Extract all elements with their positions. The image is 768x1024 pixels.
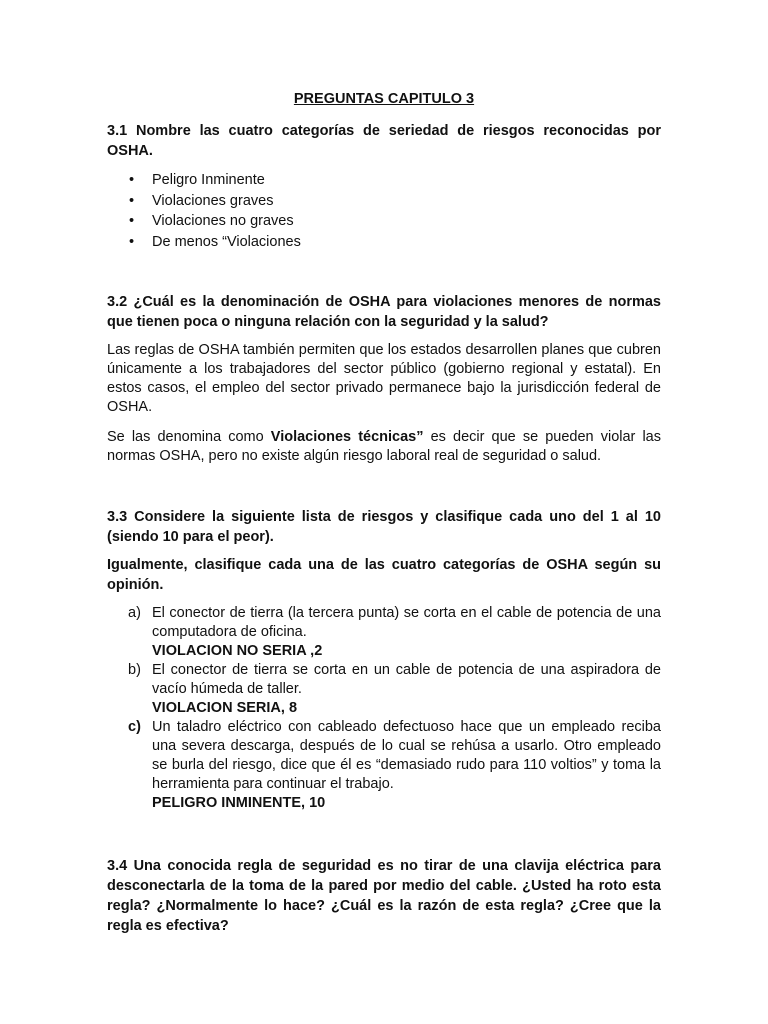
list-item: a) El conector de tierra (la tercera punta) se corta en el cable de potencia de una computadora de oficina. VIOLACION NO SERIA ,2: [128, 605, 661, 659]
list-item: • Peligro Inminente: [107, 170, 607, 191]
risk-classification: VIOLACION SERIA, 8: [152, 700, 298, 716]
bullet-icon: •: [129, 213, 135, 230]
osha-categories-list: [107, 170, 607, 253]
list-item: • Violaciones graves: [107, 191, 607, 212]
list-item: b) El conector de tierra se corta en un cable de potencia de una aspiradora de vacío húmeda de taller. VIOLACION SERIA, 8: [128, 662, 661, 716]
question-3-4: 3.4 Una conocida regla de seguridad es no tirar de una clavija eléctrica para desconectarla de la toma de la pared por medio del cable. ¿Usted ha roto esta regla? ¿Normalmente lo hace? ¿Cuál es la razón de esta regla? ¿Cree que la regla es efectiva?: [107, 858, 661, 934]
technical-violations-term: Violaciones técnicas”: [270, 429, 424, 445]
question-3-3: 3.3 Considere la siguiente lista de riesgos y clasifique cada uno del 1 al 10 (siendo 10 para el peor).: [107, 509, 661, 545]
question-3-2: 3.2 ¿Cuál es la denominación de OSHA para violaciones menores de normas que tienen poca o ninguna relación con la seguridad y la salud?: [107, 294, 661, 330]
list-item: • Violaciones no graves: [107, 211, 607, 232]
answer-3-2-paragraph-1: Las reglas de OSHA también permiten que los estados desarrollen planes que cubren únicamente a los trabajadores del sector público (gobierno regional y estatal). En estos casos, el empleo del sector privado permanece bajo la jurisdicción federal de OSHA.: [107, 342, 661, 415]
risk-list: [107, 604, 661, 813]
page-title: PREGUNTAS CAPITULO 3: [293, 91, 475, 107]
list-item: • De menos “Violaciones: [107, 232, 607, 253]
risk-classification: VIOLACION NO SERIA ,2: [152, 643, 323, 659]
answer-3-2-paragraph-2: Se las denomina como Violaciones técnicas” es decir que se pueden violar las normas OSHA, pero no existe algún riesgo laboral real de seguridad o salud.: [107, 429, 662, 464]
bullet-icon: •: [129, 172, 135, 188]
risk-classification: PELIGRO INMINENTE, 10: [152, 795, 326, 811]
list-item: c) Un taladro eléctrico con cableado defectuoso hace que un empleado reciba una severa descarga, después de lo cual se rehúsa a usarlo. Otro empleado se burla del riesgo, dice que él es “demasiado rudo para 110 voltios” y toma la herramienta para continuar el trabajo. PELIGRO INMINENTE, 10: [128, 719, 661, 811]
bullet-icon: •: [129, 192, 135, 209]
question-3-1: 3.1 Nombre las cuatro categorías de seriedad de riesgos reconocidas por OSHA.: [107, 123, 661, 159]
bullet-icon: •: [129, 234, 135, 251]
question-3-3-sub: Igualmente, clasifique cada una de las cuatro categorías de OSHA según su opinión.: [107, 557, 661, 593]
